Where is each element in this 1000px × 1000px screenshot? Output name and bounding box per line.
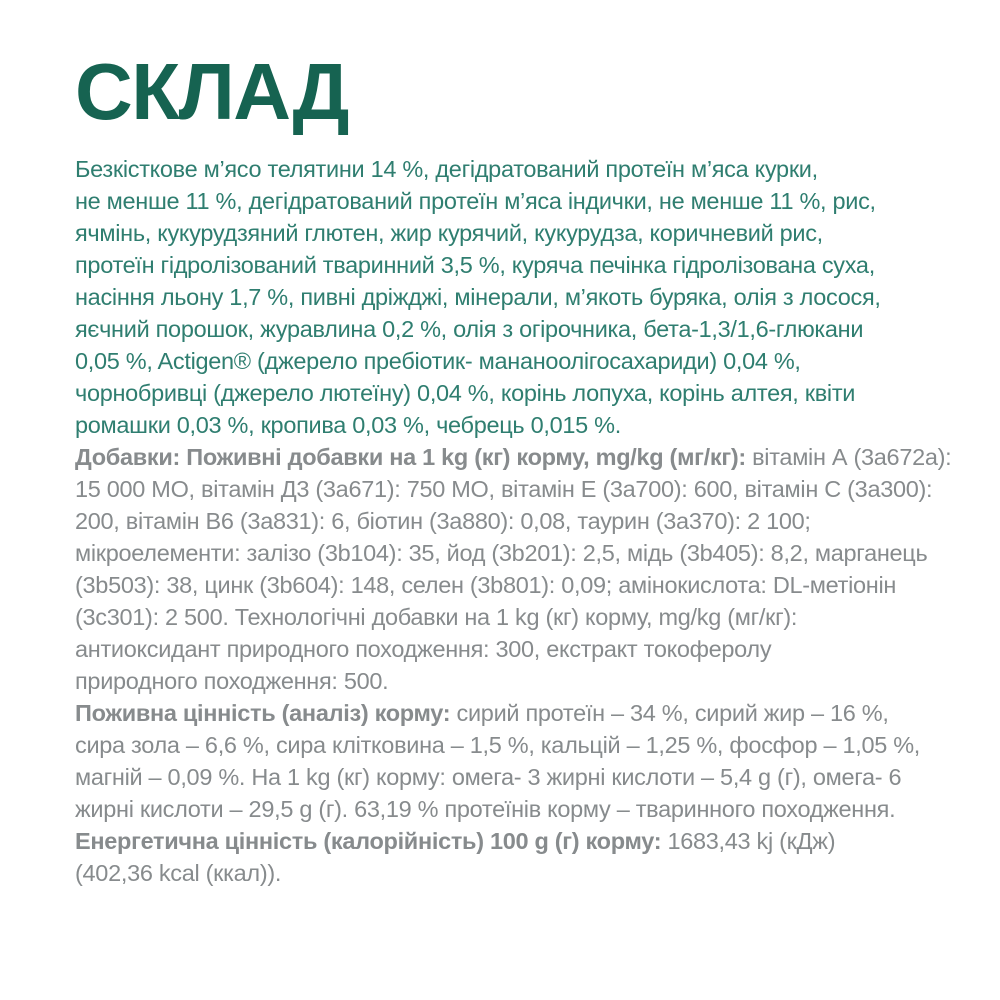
text-line	[75, 729, 940, 761]
bold-text-segment: Енергетична цінність (калорійність) 100 g (г) корму:	[75, 828, 662, 854]
text-segment: мікроелементи: залізо (3b104): 35, йод (3b201): 2,5, мідь (3b405): 8,2, марганець	[75, 540, 928, 566]
text-line	[75, 377, 940, 409]
text-segment: протеїн гідролізований тваринний 3,5 %, куряча печінка гідролізована суха,	[75, 252, 875, 278]
text-segment: ячмінь, кукурудзяний глютен, жир курячий, кукурудза, коричневий рис,	[75, 220, 823, 246]
label-text-block	[75, 153, 952, 889]
text-line	[75, 409, 940, 441]
bold-text-segment: Добавки: Поживні добавки на 1 kg (кг) корму, mg/kg (мг/кг):	[75, 444, 746, 470]
text-line	[75, 281, 940, 313]
text-segment: 200, вітамін В6 (3а831): 6, біотин (3а880): 0,08, таурин (3а370): 2 100;	[75, 508, 811, 534]
text-line	[75, 825, 940, 857]
text-segment: сирий протеїн – 34 %, сирий жир – 16 %,	[450, 700, 889, 726]
text-segment: 0,05 %, Actigen® (джерело пребіотик- мананоолігосахариди) 0,04 %,	[75, 348, 801, 374]
text-segment: яєчний порошок, журавлина 0,2 %, олія з огірочника, бета-1,3/1,6-глюкани	[75, 316, 864, 342]
text-segment: (3с301): 2 500. Технологічні добавки на 1 kg (кг) корму, mg/kg (мг/кг):	[75, 604, 798, 630]
text-segment: Безкісткове м’ясо телятини 14 %, дегідратований протеїн м’яса курки,	[75, 156, 818, 182]
text-segment: вітамін А (3а672а):	[745, 444, 952, 470]
text-line	[75, 313, 940, 345]
text-line	[75, 153, 940, 185]
text-segment: 15 000 МО, вітамін Д3 (3а671): 750 МО, вітамін Е (3а700): 600, вітамін С (3а300):	[75, 476, 933, 502]
bold-text-segment: Поживна цінність (аналіз) корму:	[75, 700, 451, 726]
text-line	[75, 537, 940, 569]
text-line	[75, 601, 940, 633]
text-line	[75, 857, 940, 889]
text-line	[75, 665, 940, 697]
text-line	[75, 249, 940, 281]
text-segment: антиоксидант природного походження: 300, екстракт токоферолу	[75, 636, 772, 662]
text-segment: магній – 0,09 %. На 1 kg (кг) корму: омега- 3 жирні кислоти – 5,4 g (г), омега- 6	[75, 764, 902, 790]
text-line	[75, 473, 940, 505]
text-line	[75, 217, 940, 249]
text-line	[75, 633, 940, 665]
text-line	[75, 505, 940, 537]
text-line	[75, 569, 940, 601]
text-segment: (402,36 kcal (ккал)).	[75, 860, 282, 886]
text-segment: природного походження: 500.	[75, 668, 389, 694]
text-segment: не менше 11 %, дегідратований протеїн м’яса індички, не менше 11 %, рис,	[75, 188, 876, 214]
composition-paragraph	[75, 153, 940, 441]
text-segment: (3b503): 38, цинк (3b604): 148, селен (3b801): 0,09; амінокислота: DL-метіонін	[75, 572, 897, 598]
text-line	[75, 345, 940, 377]
text-segment: 1683,43 kj (кДж)	[661, 828, 836, 854]
text-segment: ромашки 0,03 %, кропива 0,03 %, чебрець 0,015 %.	[75, 412, 621, 438]
energy-paragraph	[75, 825, 940, 889]
nutrition-paragraph	[75, 697, 940, 825]
text-segment: чорнобривці (джерело лютеїну) 0,04 %, корінь лопуха, корінь алтея, квіти	[75, 380, 856, 406]
text-segment: сира зола – 6,6 %, сира клітковина – 1,5 %, кальцій – 1,25 %, фосфор – 1,05 %,	[75, 732, 921, 758]
text-segment: насіння льону 1,7 %, пивні дріжджі, мінерали, м’якоть буряка, олія з лосося,	[75, 284, 881, 310]
text-line	[75, 697, 940, 729]
text-line	[75, 441, 952, 473]
text-segment: жирні кислоти – 29,5 g (г). 63,19 % протеїнів корму – тваринного походження.	[75, 796, 896, 822]
page-title: СКЛАД	[75, 47, 348, 136]
additives-paragraph	[75, 441, 952, 697]
text-line	[75, 793, 940, 825]
text-line	[75, 761, 940, 793]
text-line	[75, 185, 940, 217]
